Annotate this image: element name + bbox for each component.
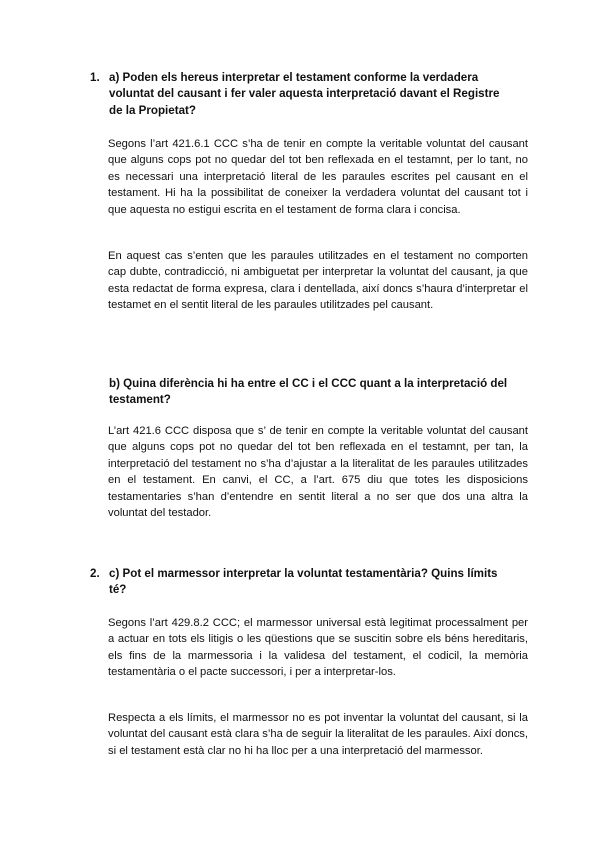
question-text: a) Poden els hereus interpretar el testament conforme la verdadera voluntat del causant i fer valer aquesta interpretació davant el Registre de la Propietat? xyxy=(109,71,500,117)
paragraph: En aquest cas s’enten que les paraules utilitzades en el testament no comporten cap dubte, contradicció, ni ambiguetat per interpretar la voluntat del causant, ja que esta redactat de forma expresa, clara i dentellada, així doncs s’haura d’interpretar el testamet en el sentit literal de les paraules utilitzades pel causant. xyxy=(108,250,528,312)
question-text: c) Pot el marmessor interpretar la voluntat testamentària? Quins límits té? xyxy=(109,567,498,597)
list-number: 2. xyxy=(90,567,100,580)
paragraph: Respecta a els límits, el marmessor no es pot inventar la voluntat del causant, si la voluntat del causant està clara s’ha de seguir la literalitat de les paraules. Així doncs, si el testament està clar no hi ha lloc per a una interpretació del marmessor. xyxy=(108,712,528,757)
question-text: b) Quina diferència hi ha entre el CC i el CCC quant a la interpretació del testament? xyxy=(109,377,508,407)
paragraph: Segons l’art 429.8.2 CCC; el marmessor universal està legitimat processalment per a actuar en tots els litigis o les qüestions que se suscitin sobre els béns hereditaris, els fins de la marmessoria i la validesa del testament, el codicil, la memòria testamentària o el pacte successori, i per a interpretar-los. xyxy=(108,617,528,679)
list-number: 1. xyxy=(90,71,100,84)
paragraph: L’art 421.6 CCC disposa que s’ de tenir en compte la veritable voluntat del causant que alguns cops pot no quedar del tot ben reflexada en el testamnt, per tan, la interpretació del testament no s’ha d’ajustar a la literalitat de les paraules utilitzades en el testament. En canvi, el CC, a l’art. 675 diu que totes les disposicions testamentaries s’han d’entendre en sentit literal a no ser que dos una altra la voluntat del testador. xyxy=(108,425,528,520)
paragraph: Segons l’art 421.6.1 CCC s’ha de tenir en compte la veritable voluntat del causant que alguns cops pot no quedar del tot ben reflexada en el testamnt, per lo tant, no es necessari una interpretació literal de les paraules escrites pel causant en el testament. Hi ha la possibilitat de coneixer la verdadera voluntat del causant tot i que aquesta no estigui escrita en el testament de forma clara i concisa. xyxy=(108,138,528,216)
